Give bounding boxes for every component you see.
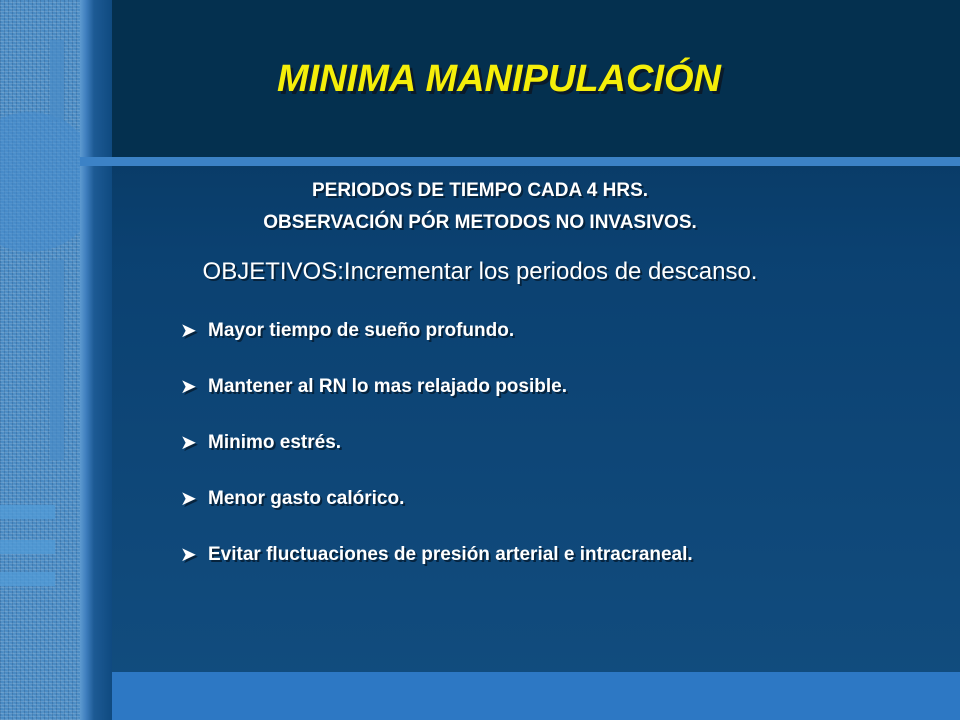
slide-content bbox=[112, 175, 960, 583]
list-item bbox=[112, 415, 960, 471]
arrow-bullet-icon: ➤ bbox=[180, 432, 197, 454]
arrow-bullet-icon: ➤ bbox=[180, 488, 197, 510]
subtitle-line: OBSERVACIÓN PÓR METODOS NO INVASIVOS. bbox=[263, 212, 697, 233]
bullet-text: Mayor tiempo de sueño profundo. bbox=[208, 320, 515, 341]
bullet-text: Minimo estrés. bbox=[208, 432, 342, 453]
decorative-left-strip bbox=[0, 0, 80, 720]
decorative-rect bbox=[0, 505, 55, 519]
arrow-bullet-icon: ➤ bbox=[180, 544, 197, 566]
bullet-list bbox=[112, 303, 960, 583]
subtitle-line: PERIODOS DE TIEMPO CADA 4 HRS. bbox=[311, 180, 649, 201]
bullet-text: Menor gasto calórico. bbox=[208, 488, 405, 509]
decorative-bar bbox=[50, 260, 64, 460]
decorative-bar bbox=[50, 40, 64, 120]
bullet-text: Evitar fluctuaciones de presión arterial e intracraneal. bbox=[208, 544, 693, 565]
objectives-heading: OBJETIVOS:Incrementar los periodos de descanso. bbox=[202, 258, 758, 285]
arrow-bullet-icon: ➤ bbox=[180, 376, 197, 398]
list-item bbox=[112, 471, 960, 527]
decorative-rect bbox=[0, 540, 55, 554]
list-item bbox=[112, 359, 960, 415]
arrow-bullet-icon: ➤ bbox=[180, 320, 197, 342]
list-item bbox=[112, 527, 960, 583]
list-item bbox=[112, 303, 960, 359]
bullet-text: Mantener al RN lo mas relajado posible. bbox=[208, 376, 567, 397]
decorative-rect bbox=[0, 572, 55, 586]
title-divider bbox=[80, 157, 960, 166]
bottom-bar bbox=[112, 672, 960, 720]
decorative-separator bbox=[80, 0, 112, 720]
slide-title: MINIMA MANIPULACIÓN bbox=[277, 58, 721, 100]
